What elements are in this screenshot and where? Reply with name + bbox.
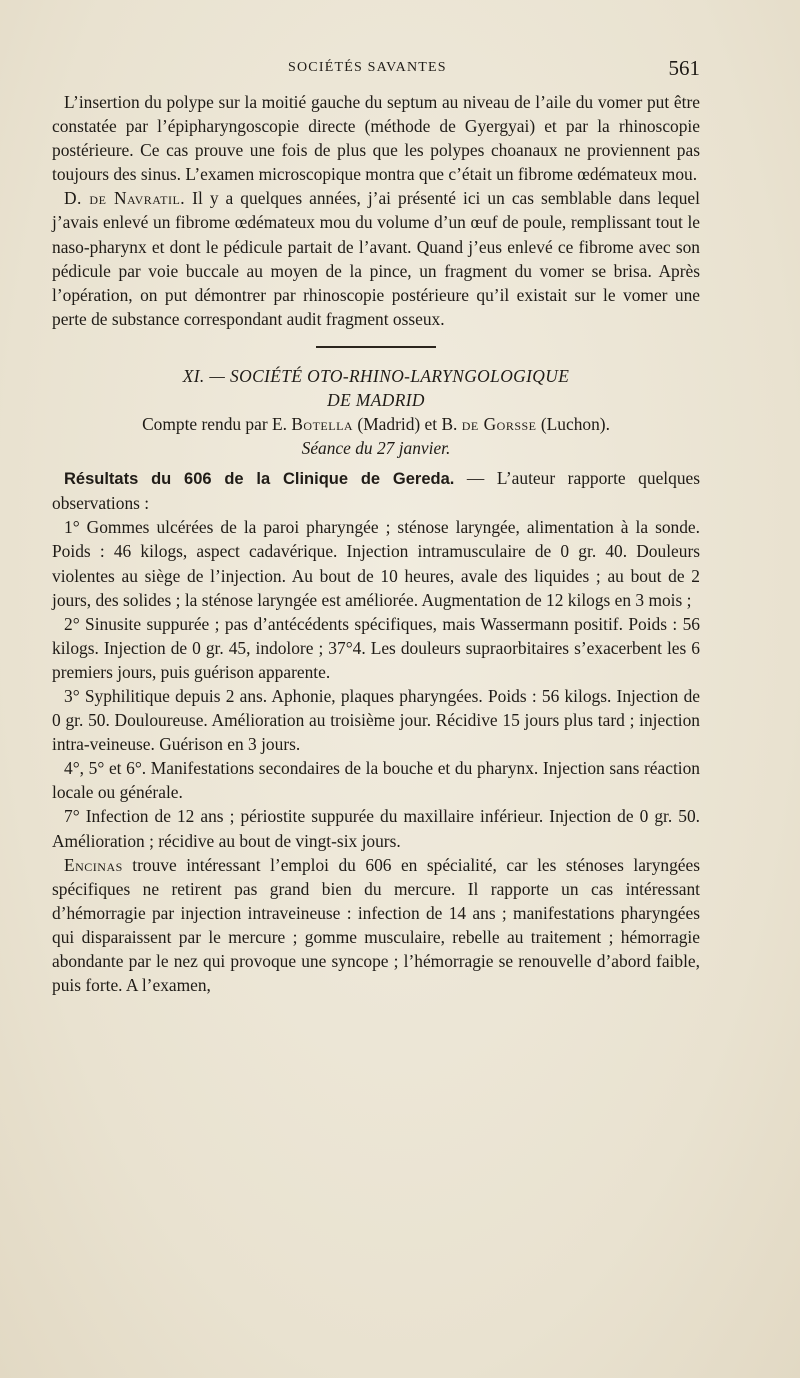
report-middle: (Madrid) et B. <box>353 413 462 434</box>
observation-7: 7° Infection de 12 ans ; périostite suppurée du maxillaire inférieur. Injection de 0 gr. 50. Amélioration ; récidive au bout de vingt-six jours. <box>52 806 700 851</box>
observation-4-6: 4°, 5° et 6°. Manifestations secondaires de la bouche et du pharynx. Injection sans réaction locale ou générale. <box>52 758 700 803</box>
observation-3: 3° Syphilitique depuis 2 ans. Aphonie, plaques pharyngées. Poids : 56 kilogs. Injection de 0 gr. 50. Douloureuse. Amélioration au troisième jour. Récidive 15 jours plus tard ; injection intra-veineuse. Guérison en 3 jours. <box>52 685 700 755</box>
paragraph-polyp-insertion: L’insertion du polype sur la moitié gauche du septum au niveau de l’aile du vomer put être constatée par l’épipharyngoscopie directe (méthode de Gyergyai) et par la rhinoscopie postérieure. Ce cas prouve une fois de plus que les polypes choanaux ne proviennent pas toujours des sinus. L’examen microscopique montra que c’était un fibrome œdémateux mou. <box>52 92 700 185</box>
paragraph-navratil <box>52 186 700 331</box>
paragraph-navratil-text: Il y a quelques années, j’ai présenté ici un cas semblable dans lequel j’avais enlevé un fibrome œdémateux mou du volume d’un œuf de poule, remplissant tout le naso-pharynx et dont le pédicule partait de l’avant. Quand j’eus enlevé ce fibrome avec son pédicule par voie buccale au moyen de la pince, un fragment du vomer se brisa. Après l’opération, on put démontrer par rhinoscopie postérieure qu’il existait sur le vomer une perte de substance correspondant audit fragment osseux. <box>52 188 700 329</box>
paragraph-encinas <box>52 853 700 998</box>
report-byline <box>52 412 700 436</box>
section-title-line1: XI. — SOCIÉTÉ OTO-RHINO-LARYNGOLOGIQUE <box>182 365 570 386</box>
paragraph-encinas-text: trouve intéressant l’emploi du 606 en spécialité, car les sténoses laryngées spécifiques ne retirent pas grand bien du mercure. Il rapporte un cas intéressant d’hémorragie par injection intraveineuse : infection de 14 ans ; manifestations pharyngées qui disparaissent par le mercure ; gomme musculaire, rebelle au traitement ; hémorragie abondante par le nez qui provoque une syncope ; l’hémorragie se renouvelle d’abord faible, puis forte. A l’examen, <box>52 854 700 996</box>
session-date: Séance du 27 janvier. <box>301 438 451 459</box>
reporter-de-gorsse: de Gorsse <box>461 413 537 434</box>
section-title-line2: DE MADRID <box>327 389 425 410</box>
author-navratil: D. de Navratil. <box>64 188 186 209</box>
page-body <box>52 90 700 997</box>
observation-2: 2° Sinusite suppurée ; pas d’antécédents spécifiques, mais Wassermann positif. Poids : 56 kilogs. Injection de 0 gr. 45, indolore ; 37°4. Les douleurs supraorbitaires s’exacerbent les 6 premiers jours, puis guérison apparente. <box>52 613 700 682</box>
lead-title: Résultats du 606 de la Clinique de Gereda. <box>64 470 455 489</box>
author-encinas: Encinas <box>64 854 123 875</box>
page-number: 561 <box>668 56 700 80</box>
observation-1: 1° Gommes ulcérées de la paroi pharyngée ; sténose laryngée, alimentation à la sonde. Poids : 46 kilogs, aspect cadavérique. Injection intramusculaire de 0 gr. 40. Douleurs violentes au siège de l’injection. Au bout de 10 heures, avale des liquides ; au bout de 2 jours, des solides ; la sténose laryngée est améliorée. Augmentation de 12 kilogs en 3 mois ; <box>52 517 700 610</box>
report-suffix: (Luchon). <box>536 413 610 434</box>
running-title: SOCIÉTÉS SAVANTES <box>288 60 447 75</box>
page-header <box>52 56 700 86</box>
lead-text: — L’auteur rapporte quelques observations : <box>52 468 700 514</box>
report-prefix: Compte rendu par E. <box>142 413 292 434</box>
paragraph-lead <box>52 466 700 515</box>
reporter-botella: Botella <box>291 413 354 434</box>
section-divider <box>316 346 436 348</box>
